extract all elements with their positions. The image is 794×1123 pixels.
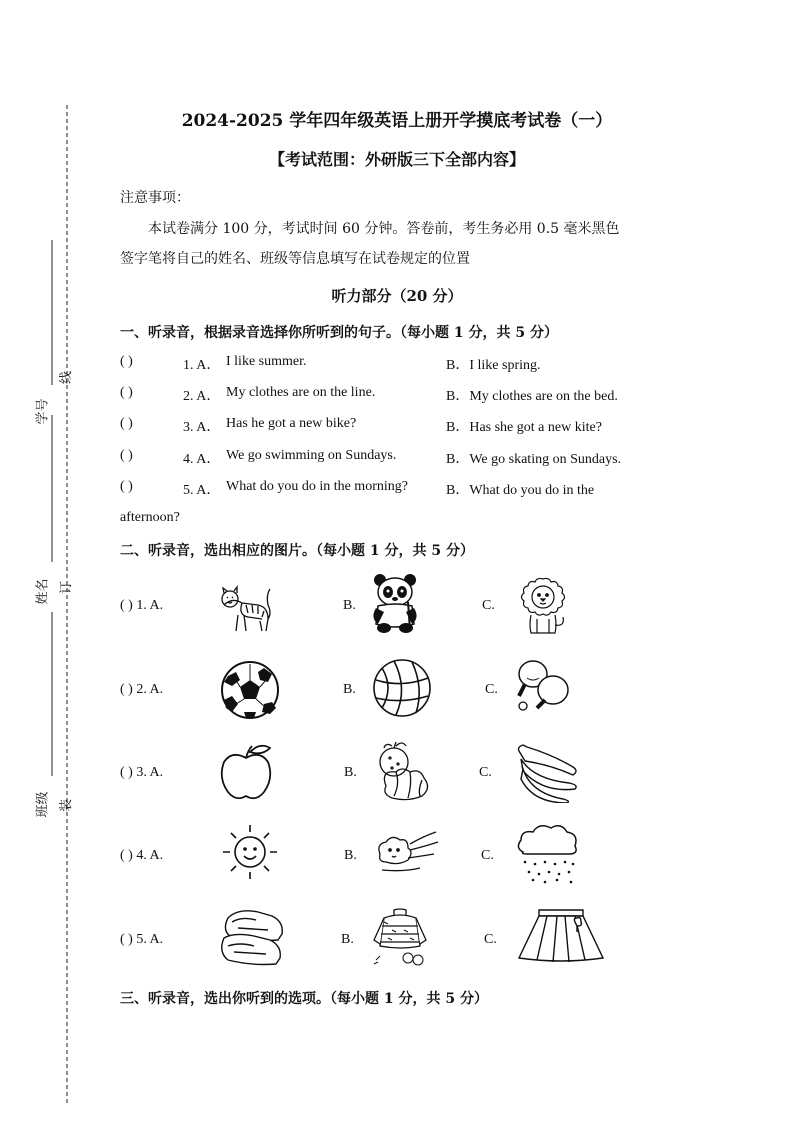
picture-question-label[interactable]: ( ) 2. A. [120, 682, 164, 697]
option-a: We go swimming on Sundays. [226, 448, 397, 463]
notice-line-1: 本试卷满分 100 分，考试时间 60 分钟。答卷前，考生务必用 0.5 毫米黑色 [148, 221, 620, 237]
option-b-label: B. [341, 932, 354, 947]
question-number: 1. A． [183, 358, 221, 373]
option-b-wrap: afternoon? [120, 510, 180, 525]
option-b: B．Has she got a new kite? [446, 420, 602, 435]
question-number: 3. A． [183, 420, 221, 435]
section-3-heading: 三、听录音，选出你听到的选项。（每小题 1 分，共 5 分） [120, 991, 488, 1007]
option-b-label: B. [343, 598, 356, 613]
option-b-label: B. [344, 848, 357, 863]
mount-char: 装 [59, 798, 75, 813]
option-c-label: C. [485, 682, 498, 697]
lion-icon[interactable] [515, 575, 571, 635]
option-c-label: C. [482, 598, 495, 613]
option-b: B．What do you do in the [446, 483, 595, 498]
question-number: 4. A． [183, 452, 221, 467]
answer-paren[interactable]: ( ) [120, 448, 133, 463]
student-id-label: 学号 [35, 398, 51, 425]
picture-question-label[interactable]: ( ) 1. A. [120, 598, 164, 613]
notice-line-2: 签字笔将自己的姓名、班级等信息填写在试卷规定的位置 [120, 251, 470, 267]
option-a: I like summer. [226, 354, 307, 369]
page-title: 2024-2025 学年四年级英语上册开学摸底考试卷（一） [181, 111, 613, 131]
option-c-label: C. [484, 932, 497, 947]
answer-paren[interactable]: ( ) [120, 354, 133, 369]
class-label: 班级 [35, 791, 51, 818]
exam-scope: 【考试范围：外研版三下全部内容】 [268, 150, 525, 169]
name-label: 姓名 [35, 578, 51, 605]
banana-icon[interactable] [513, 741, 581, 803]
sun-icon[interactable] [220, 822, 280, 882]
picture-question-label[interactable]: ( ) 5. A. [120, 932, 164, 947]
basketball-icon[interactable] [372, 658, 432, 718]
answer-paren[interactable]: ( ) [120, 416, 133, 431]
option-c-label: C. [479, 765, 492, 780]
option-a: What do you do in the morning? [226, 479, 408, 494]
question-number: 2. A． [183, 389, 221, 404]
shoes-icon[interactable] [218, 906, 290, 968]
option-a: My clothes are on the line. [226, 385, 376, 400]
option-b-label: B. [344, 765, 357, 780]
section-1-heading: 一、听录音，根据录音选择你所听到的句子。（每小题 1 分，共 5 分） [120, 325, 558, 341]
question-number: 5. A． [183, 483, 221, 498]
option-b: B．We go skating on Sundays. [446, 452, 622, 467]
orange-icon[interactable] [372, 740, 436, 802]
football-icon[interactable] [220, 660, 280, 720]
option-b-label: B. [343, 682, 356, 697]
picture-question-label[interactable]: ( ) 4. A. [120, 848, 164, 863]
apple-icon[interactable] [218, 742, 276, 804]
tiger-icon[interactable] [218, 575, 272, 635]
skirt-icon[interactable] [517, 906, 605, 964]
answer-paren[interactable]: ( ) [120, 385, 133, 400]
option-c-label: C. [481, 848, 494, 863]
panda-icon[interactable] [370, 572, 422, 634]
option-b: B．I like spring. [446, 358, 541, 373]
option-a: Has he got a new bike? [226, 416, 357, 431]
notice-heading: 注意事项： [120, 190, 190, 206]
line-char: 线 [59, 370, 75, 385]
picture-question-label[interactable]: ( ) 3. A. [120, 765, 164, 780]
bind-char: 订 [59, 580, 75, 595]
wind-icon[interactable] [374, 830, 440, 880]
listening-title: 听力部分（20 分） [331, 287, 463, 305]
option-b: B．My clothes are on the bed. [446, 389, 618, 404]
answer-paren[interactable]: ( ) [120, 479, 133, 494]
table-tennis-icon[interactable] [515, 656, 573, 714]
section-2-heading: 二、听录音，选出相应的图片。（每小题 1 分，共 5 分） [120, 543, 474, 559]
sweater-icon[interactable] [370, 906, 432, 968]
rain-cloud-icon[interactable] [515, 822, 581, 884]
